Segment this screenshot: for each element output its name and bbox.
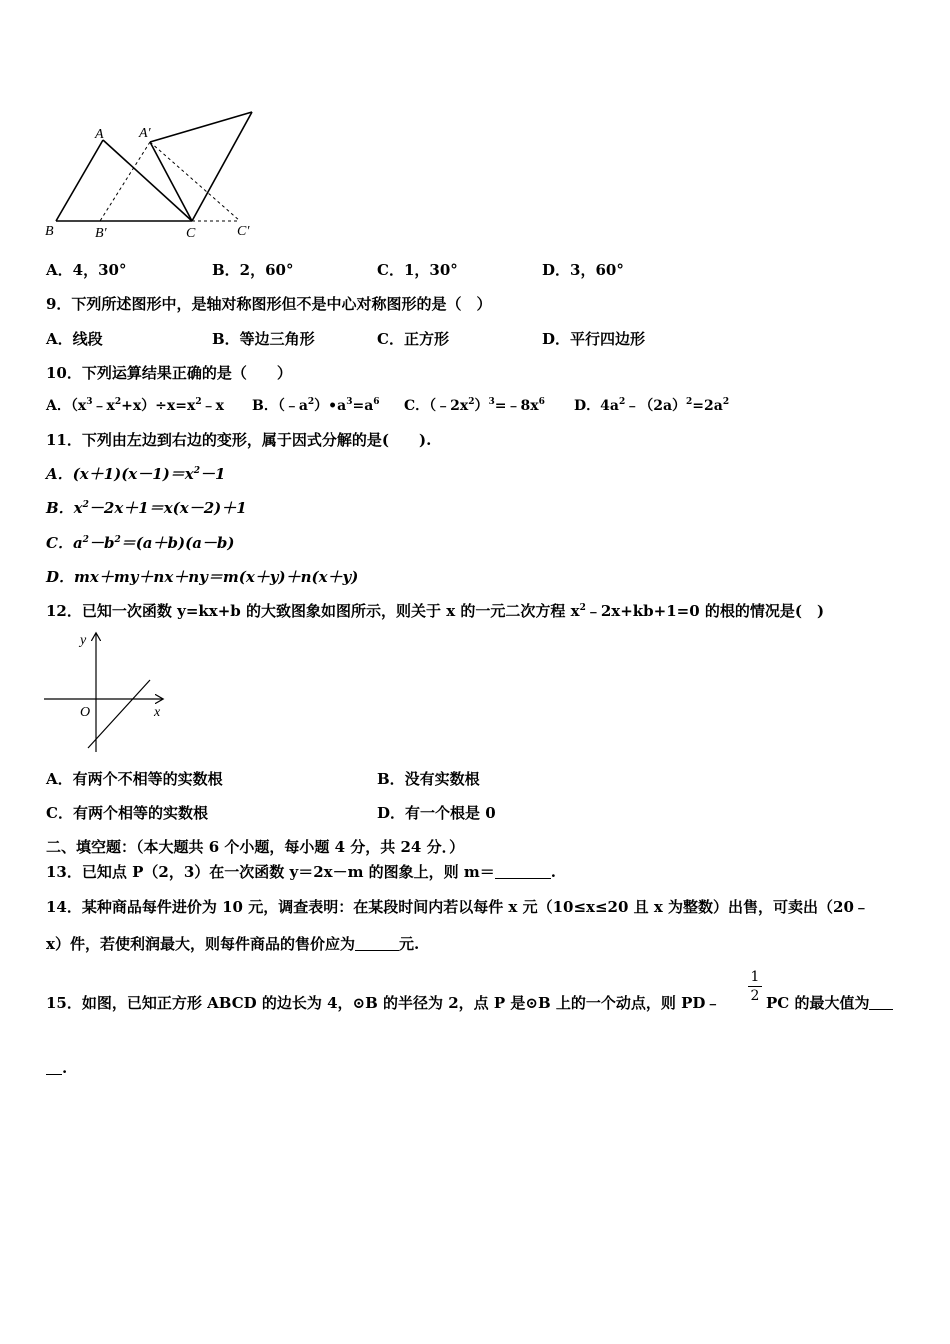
q8-triangle-figure bbox=[40, 104, 270, 244]
q10-c-text-1: C．（﹣2x bbox=[404, 398, 469, 414]
q12-stem bbox=[46, 601, 824, 621]
q11-a-text-1: A．(x＋1)(x－1)＝x bbox=[46, 465, 194, 483]
q13-answer-blank[interactable] bbox=[495, 864, 551, 879]
q15-fraction-numerator: 1 bbox=[748, 968, 762, 987]
q11-option-d[interactable] bbox=[46, 567, 358, 587]
q11-c-text-2: －b bbox=[88, 534, 115, 552]
q10-a-text-3: +x）÷x=x bbox=[121, 398, 196, 414]
q11-b-exp: 2 bbox=[82, 500, 89, 510]
q8-option-b[interactable]: B．2，60° bbox=[212, 261, 294, 279]
segment-AB bbox=[56, 140, 103, 221]
q12-option-d[interactable]: D．有一个根是 0 bbox=[377, 804, 496, 822]
dashed-A1C1 bbox=[150, 142, 240, 221]
segment-AC bbox=[103, 140, 192, 221]
label-A: A bbox=[95, 127, 104, 142]
q9-option-b[interactable]: B．等边三角形 bbox=[212, 330, 315, 348]
q10-c-exp-3: 6 bbox=[538, 397, 545, 407]
function-line bbox=[88, 680, 150, 748]
q12-option-a[interactable]: A．有两个不相等的实数根 bbox=[46, 770, 223, 788]
q8-option-c[interactable]: C．1，30° bbox=[377, 261, 458, 279]
q12-linear-graph-figure bbox=[42, 628, 172, 756]
q13-text-2: . bbox=[550, 863, 556, 881]
q15-fraction bbox=[748, 968, 762, 1005]
segment-A1C bbox=[150, 142, 192, 221]
q9-option-c[interactable]: C．正方形 bbox=[377, 330, 449, 348]
q13-text bbox=[46, 862, 556, 882]
q9-option-d[interactable]: D．平行四边形 bbox=[542, 330, 646, 348]
q11-c-exp-2: 2 bbox=[114, 535, 121, 545]
q10-a-exp-3: 2 bbox=[195, 397, 202, 407]
q10-a-exp-2: 2 bbox=[114, 397, 122, 407]
q10-b-exp-3: 6 bbox=[373, 397, 380, 407]
label-B-prime: B′ bbox=[95, 226, 107, 241]
q15-continuation bbox=[46, 1058, 67, 1078]
q10-d-text-2: ﹣（2a） bbox=[625, 398, 687, 414]
q10-d-text-3: =2a bbox=[692, 398, 723, 414]
q15-text-1: 15．如图，已知正方形 ABCD 的边长为 4，⊙B 的半径为 2，点 P 是⊙B 上的一个动点，则 PD﹣ bbox=[46, 994, 721, 1012]
q15-text-2: PC 的最大值为 bbox=[766, 994, 870, 1012]
q15-end-period: . bbox=[62, 1059, 68, 1077]
q10-d-exp-3: 2 bbox=[722, 397, 730, 407]
q10-a-text-2: ﹣x bbox=[92, 398, 115, 414]
q10-b-exp-1: 2 bbox=[307, 397, 315, 407]
q15-text bbox=[46, 993, 720, 1013]
q15-text-rest bbox=[766, 993, 893, 1013]
q10-a-text-1: A．（x bbox=[46, 398, 87, 414]
label-C: C bbox=[186, 226, 196, 241]
q10-c-text-2: ） bbox=[474, 398, 489, 414]
q11-c-exp-1: 2 bbox=[82, 535, 89, 545]
q11-b-text-1: B．x bbox=[46, 499, 83, 517]
q9-option-a[interactable]: A．线段 bbox=[46, 330, 103, 348]
q13-text-1: 13．已知点 P（2，3）在一次函数 y＝2x－m 的图象上，则 m＝ bbox=[46, 863, 495, 881]
segment-A1-top bbox=[150, 112, 252, 142]
q10-c-exp-2: 3 bbox=[488, 397, 495, 407]
q10-d-exp-1: 2 bbox=[618, 397, 626, 407]
dashed-A1B1 bbox=[100, 142, 150, 221]
q12-option-b[interactable]: B．没有实数根 bbox=[377, 770, 480, 788]
q12-stem-text-1: 12．已知一次函数 y=kx+b 的大致图象如图所示，则关于 x 的一元二次方程 x bbox=[46, 602, 580, 620]
q11-option-a[interactable] bbox=[46, 464, 225, 484]
y-axis-label: y bbox=[80, 633, 87, 648]
q10-stem: 10．下列运算结果正确的是（ ） bbox=[46, 364, 292, 382]
q10-a-exp-1: 3 bbox=[86, 397, 93, 407]
q10-c-exp-1: 2 bbox=[468, 397, 475, 407]
q8-option-d[interactable]: D．3，60° bbox=[542, 261, 624, 279]
q14-answer-blank[interactable] bbox=[355, 936, 399, 951]
q14-text-2: 元. bbox=[398, 935, 420, 953]
q10-c-text-3: =﹣8x bbox=[494, 398, 539, 414]
q10-option-a[interactable] bbox=[46, 396, 224, 416]
q10-option-d[interactable] bbox=[574, 396, 729, 416]
q12-option-c[interactable]: C．有两个相等的实数根 bbox=[46, 804, 208, 822]
segment-top-C bbox=[192, 112, 252, 221]
section-2-heading: 二、填空题：（本大题共 6 个小题，每小题 4 分，共 24 分．） bbox=[46, 838, 465, 856]
q14-text-1: x）件，若使利润最大，则每件商品的售价应为 bbox=[46, 935, 355, 953]
q11-option-c[interactable] bbox=[46, 533, 235, 553]
origin-label: O bbox=[80, 705, 91, 720]
q10-b-text-1: B．（﹣a bbox=[252, 398, 308, 414]
q11-option-b[interactable] bbox=[46, 498, 247, 518]
q11-stem: 11．下列由左边到右边的变形，属于因式分解的是( ). bbox=[46, 431, 432, 449]
q14-line-1: 14．某种商品每件进价为 10 元，调查表明：在某段时间内若以每件 x 元（10≤x≤20 且 x 为整数）出售，可卖出（20﹣ bbox=[46, 898, 869, 916]
q10-b-text-3: =a bbox=[352, 398, 374, 414]
q10-d-text-1: D．4a bbox=[574, 398, 619, 414]
q9-stem: 9．下列所述图形中，是轴对称图形但不是中心对称图形的是（ ） bbox=[46, 295, 492, 313]
q11-c-text-1: C．a bbox=[46, 534, 83, 552]
q10-option-b[interactable] bbox=[252, 396, 380, 416]
q11-d-text: D．mx＋my＋nx＋ny＝m(x＋y)＋n(x＋y) bbox=[46, 568, 359, 586]
q11-b-text-2: －2x＋1＝x(x－2)＋1 bbox=[88, 499, 247, 517]
label-B: B bbox=[45, 224, 54, 239]
q10-b-exp-2: 3 bbox=[346, 397, 353, 407]
q15-answer-blank-part2[interactable] bbox=[46, 1060, 62, 1075]
label-C-prime: C′ bbox=[237, 224, 250, 239]
q14-line-2 bbox=[46, 934, 419, 954]
q8-option-a[interactable]: A．4，30° bbox=[46, 261, 127, 279]
q12-stem-exp: 2 bbox=[579, 603, 586, 613]
q11-a-exp: 2 bbox=[193, 466, 200, 476]
q12-stem-text-2: ﹣2x+kb+1=0 的根的情况是( ) bbox=[585, 602, 825, 620]
x-axis-label: x bbox=[154, 705, 161, 720]
q15-answer-blank-part1[interactable] bbox=[869, 995, 893, 1010]
label-A-prime: A′ bbox=[139, 126, 151, 141]
q11-a-text-2: －1 bbox=[200, 465, 226, 483]
q10-b-text-2: ）•a bbox=[314, 398, 347, 414]
q11-c-text-3: ＝(a＋b)(a－b) bbox=[120, 534, 235, 552]
q15-fraction-denominator: 2 bbox=[750, 988, 760, 1004]
q10-a-text-4: ﹣x bbox=[201, 398, 224, 414]
q10-option-c[interactable] bbox=[404, 396, 545, 416]
q10-d-exp-2: 2 bbox=[686, 397, 693, 407]
